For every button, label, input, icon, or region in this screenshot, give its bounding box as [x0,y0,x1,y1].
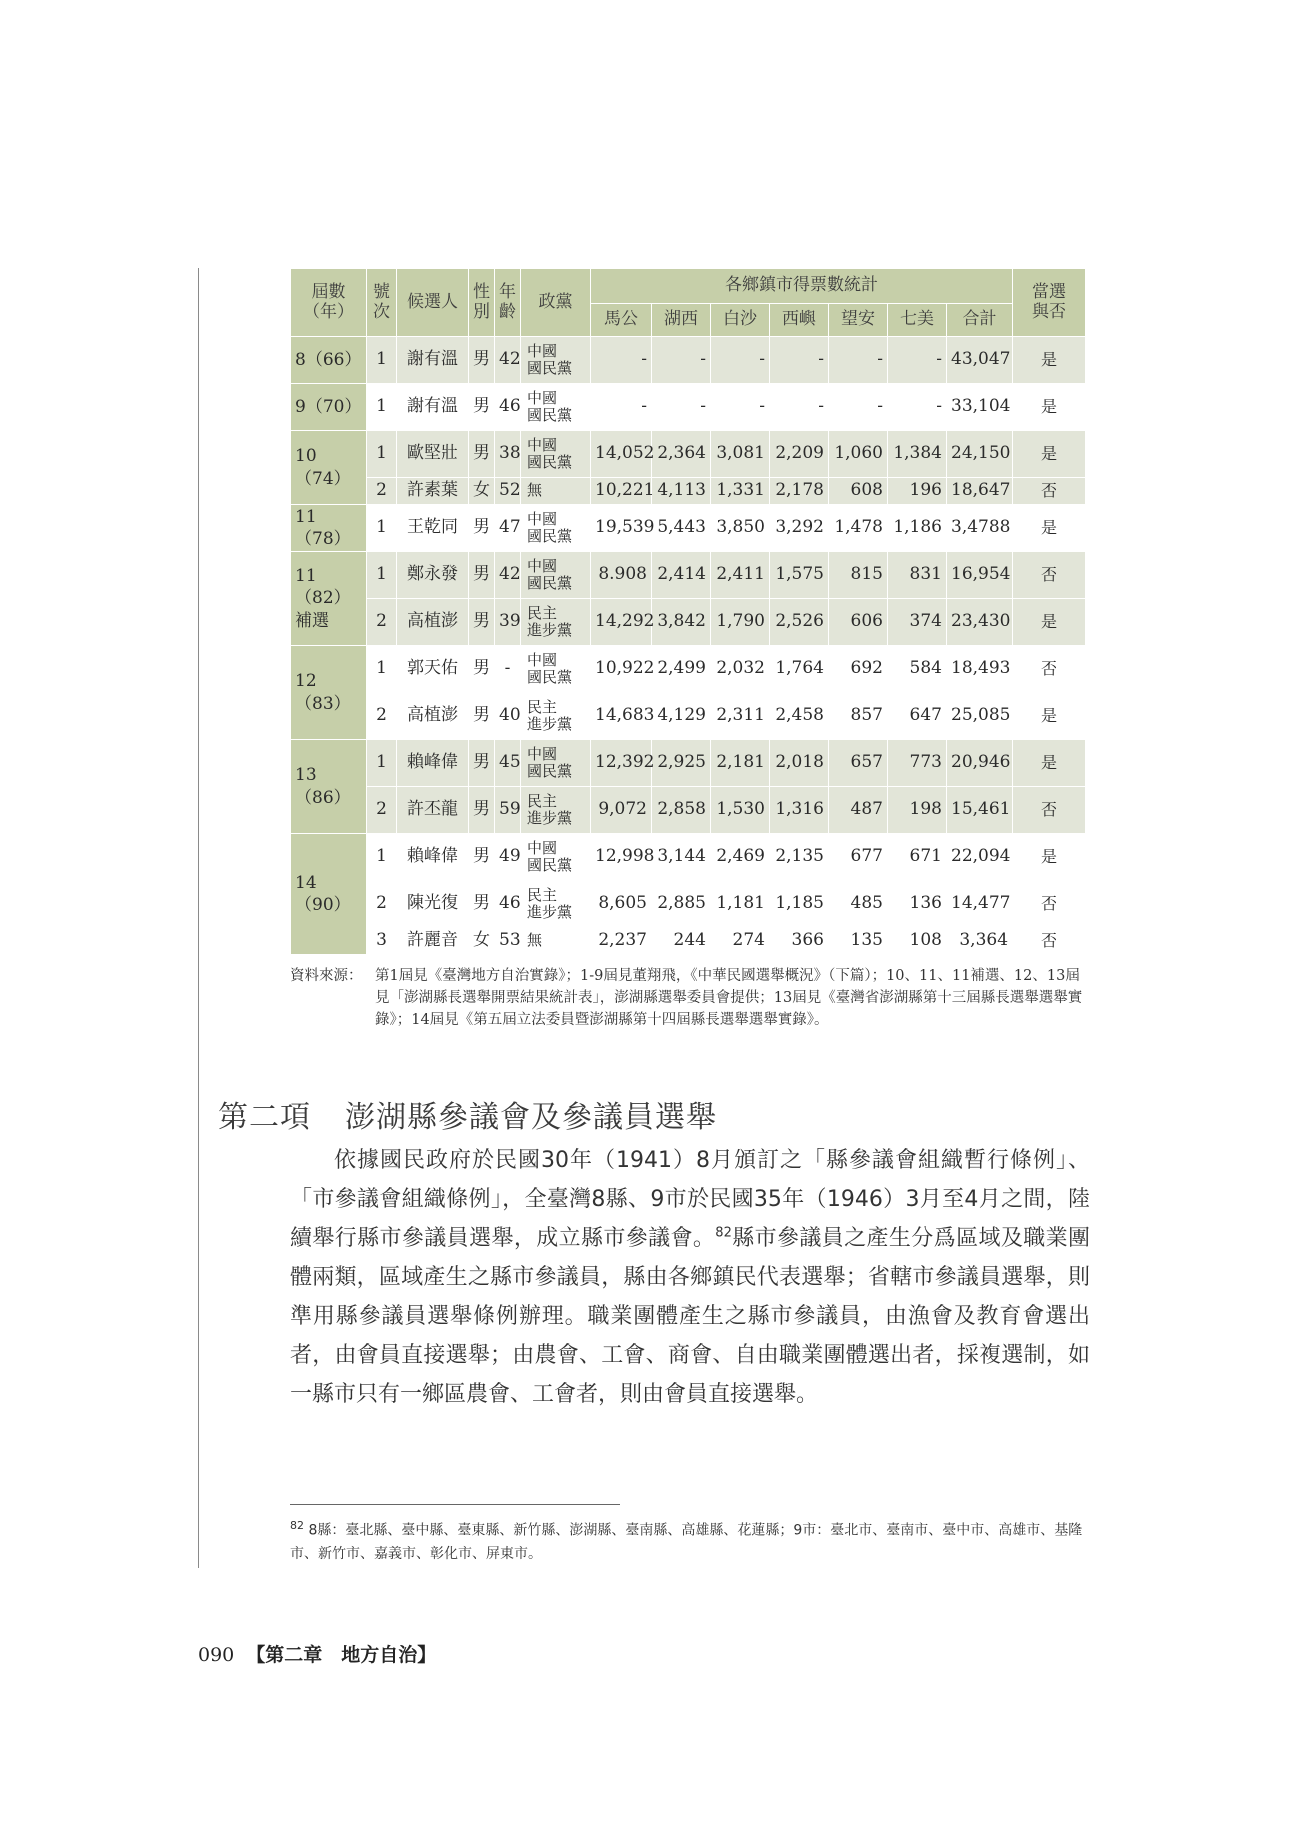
vote-total-cell: 14,477 [947,881,1013,928]
table-row [291,478,1086,505]
vote-cell: 14,683 [591,693,652,740]
vote-cell: 2,364 [652,431,711,478]
gender-cell: 男 [469,740,495,787]
elected-cell: 是 [1013,431,1086,478]
table-row [291,740,1086,787]
candidate-cell: 謝有溫 [397,384,469,431]
vote-cell: 9,072 [591,787,652,834]
vote-cell: - [711,337,770,384]
vote-cell: - [888,384,947,431]
vote-cell: 2,178 [770,478,829,505]
vote-cell: 10,221 [591,478,652,505]
header-gender: 性 別 [469,269,495,337]
vote-cell: 14,292 [591,599,652,646]
number-cell: 1 [367,834,397,881]
vote-cell: 374 [888,599,947,646]
vote-total-cell: 43,047 [947,337,1013,384]
vote-total-cell: 20,946 [947,740,1013,787]
session-cell: 12（83） [291,646,367,740]
session-cell: 9（70） [291,384,367,431]
candidate-cell: 賴峰偉 [397,740,469,787]
age-cell: 39 [495,599,521,646]
election-results-table [290,268,1086,955]
vote-cell: 196 [888,478,947,505]
body-paragraph [290,1141,1090,1414]
vote-cell: 831 [888,552,947,599]
party-cell: 中國 國民黨 [521,505,591,552]
age-cell: 40 [495,693,521,740]
vote-total-cell: 18,647 [947,478,1013,505]
vote-cell: 2,858 [652,787,711,834]
vote-cell: 815 [829,552,888,599]
vote-cell: 274 [711,928,770,955]
gender-cell: 女 [469,928,495,955]
vote-cell: - [711,384,770,431]
vote-cell: 14,052 [591,431,652,478]
vote-cell: 2,925 [652,740,711,787]
vote-cell: 485 [829,881,888,928]
vote-cell: - [829,384,888,431]
gender-cell: 男 [469,646,495,693]
age-cell: 38 [495,431,521,478]
vote-total-cell: 18,493 [947,646,1013,693]
header-session: 屆數 （年） [291,269,367,337]
elected-cell: 否 [1013,787,1086,834]
table-row [291,599,1086,646]
footnote [290,1514,1090,1566]
gender-cell: 男 [469,834,495,881]
footnote-ref: 82 [715,1225,732,1241]
table-row [291,552,1086,599]
elected-cell: 否 [1013,881,1086,928]
vote-cell: 19,539 [591,505,652,552]
vote-cell: 2,499 [652,646,711,693]
age-cell: 47 [495,505,521,552]
number-cell: 1 [367,431,397,478]
session-cell: 11（82） 補選 [291,552,367,646]
source-text: 第1屆見《臺灣地方自治實錄》；1-9屆見董翔飛，《中華民國選舉概況》（下篇）；10、11、11補選、12、13屆見「澎湖縣長選舉開票結果統計表」，澎湖縣選舉委員會提供；13屆見《臺灣省澎湖縣第十三屆縣長選舉選舉實錄》；14屆見《第五屆立法委員暨澎湖縣第十四屆縣長選舉選舉實錄》。 [375,968,1083,1028]
elected-cell: 是 [1013,384,1086,431]
vote-cell: 2,311 [711,693,770,740]
vote-cell: 1,790 [711,599,770,646]
vote-cell: 647 [888,693,947,740]
gender-cell: 男 [469,337,495,384]
vote-cell: 608 [829,478,888,505]
vote-cell: 12,392 [591,740,652,787]
vote-cell: 4,113 [652,478,711,505]
gender-cell: 男 [469,599,495,646]
gender-cell: 男 [469,787,495,834]
age-cell: 42 [495,552,521,599]
elected-cell: 是 [1013,337,1086,384]
vote-cell: - [591,337,652,384]
party-cell: 中國 國民黨 [521,431,591,478]
number-cell: 2 [367,599,397,646]
session-cell: 11（78） [291,505,367,552]
candidate-cell: 謝有溫 [397,337,469,384]
vote-cell: 1,575 [770,552,829,599]
vote-cell: 2,885 [652,881,711,928]
vote-cell: 657 [829,740,888,787]
number-cell: 3 [367,928,397,955]
vote-cell: 3,292 [770,505,829,552]
header-elected: 當選 與否 [1013,269,1086,337]
vote-total-cell: 15,461 [947,787,1013,834]
session-cell: 10（74） [291,431,367,505]
session-cell: 13（86） [291,740,367,834]
candidate-cell: 鄭永發 [397,552,469,599]
age-cell: 53 [495,928,521,955]
party-cell: 民主 進步黨 [521,693,591,740]
session-cell: 8（66） [291,337,367,384]
vote-total-cell: 22,094 [947,834,1013,881]
vote-cell: 8,605 [591,881,652,928]
vote-cell: 2,135 [770,834,829,881]
vote-cell: 3,144 [652,834,711,881]
number-cell: 2 [367,787,397,834]
gender-cell: 男 [469,693,495,740]
session-cell: 14（90） [291,834,367,955]
vote-cell: - [770,384,829,431]
margin-rule [198,268,199,1568]
body-text-part2: 縣市參議員之產生分爲區域及職業團體兩類，區域產生之縣市參議員，縣由各鄉鎮民代表選舉；省轄市參議員選舉，則準用縣參議員選舉條例辦理。職業團體產生之縣市參議員，由漁會及教育會選出者，由會員直接選舉；由農會、工會、商會、自由職業團體選出者，採複選制，如一縣市只有一鄉區農會、工會者，則由會員直接選舉。 [290,1226,1090,1407]
table-row [291,834,1086,881]
table-row [291,787,1086,834]
vote-cell: 857 [829,693,888,740]
party-cell: 中國 國民黨 [521,337,591,384]
table-row [291,505,1086,552]
elected-cell: 是 [1013,505,1086,552]
vote-cell: 1,060 [829,431,888,478]
header-town: 望安 [829,304,888,337]
vote-cell: 1,185 [770,881,829,928]
elected-cell: 否 [1013,552,1086,599]
table-row [291,337,1086,384]
vote-cell: 244 [652,928,711,955]
candidate-cell: 郭天佑 [397,646,469,693]
table-row [291,881,1086,928]
vote-cell: 2,411 [711,552,770,599]
vote-cell: - [652,337,711,384]
vote-cell: 2,018 [770,740,829,787]
vote-cell: 671 [888,834,947,881]
header-town: 湖西 [652,304,711,337]
header-town: 西嶼 [770,304,829,337]
elected-cell: 否 [1013,928,1086,955]
vote-cell: - [888,337,947,384]
candidate-cell: 許麗音 [397,928,469,955]
header-town: 七美 [888,304,947,337]
party-cell: 中國 國民黨 [521,552,591,599]
elected-cell: 是 [1013,599,1086,646]
table-row [291,431,1086,478]
footnote-text: 8縣：臺北縣、臺中縣、臺東縣、新竹縣、澎湖縣、臺南縣、高雄縣、花蓮縣；9市：臺北市、臺南市、臺中市、高雄市、基隆市、新竹市、嘉義市、彰化市、屏東市。 [290,1522,1083,1562]
header-age: 年 齡 [495,269,521,337]
vote-cell: 3,081 [711,431,770,478]
candidate-cell: 高植澎 [397,693,469,740]
source-label: 資料來源： [290,968,363,984]
vote-cell: 1,764 [770,646,829,693]
age-cell: 49 [495,834,521,881]
gender-cell: 男 [469,552,495,599]
number-cell: 1 [367,384,397,431]
table-row [291,693,1086,740]
number-cell: 2 [367,693,397,740]
header-town: 白沙 [711,304,770,337]
section-heading [218,1092,717,1136]
vote-cell: 692 [829,646,888,693]
header-votes-group: 各鄉鎮市得票數統計 [591,269,1013,304]
party-cell: 無 [521,928,591,955]
age-cell: 52 [495,478,521,505]
gender-cell: 男 [469,384,495,431]
header-row [291,269,1086,304]
vote-cell: 10,922 [591,646,652,693]
candidate-cell: 王乾同 [397,505,469,552]
vote-cell: 136 [888,881,947,928]
party-cell: 中國 國民黨 [521,384,591,431]
elected-cell: 否 [1013,646,1086,693]
source-note [290,965,1090,1031]
header-town: 馬公 [591,304,652,337]
party-cell: 中國 國民黨 [521,834,591,881]
vote-cell: 198 [888,787,947,834]
elected-cell: 是 [1013,740,1086,787]
vote-cell: 584 [888,646,947,693]
elected-cell: 是 [1013,834,1086,881]
gender-cell: 男 [469,505,495,552]
vote-cell: - [591,384,652,431]
vote-cell: 12,998 [591,834,652,881]
section-number: 第二項 [218,1100,311,1135]
vote-cell: 108 [888,928,947,955]
candidate-cell: 許丕龍 [397,787,469,834]
vote-cell: 487 [829,787,888,834]
vote-total-cell: 16,954 [947,552,1013,599]
party-cell: 民主 進步黨 [521,599,591,646]
vote-cell: 2,181 [711,740,770,787]
age-cell: 59 [495,787,521,834]
elected-cell: 否 [1013,478,1086,505]
header-number: 號 次 [367,269,397,337]
party-cell: 民主 進步黨 [521,787,591,834]
age-cell: 46 [495,881,521,928]
vote-cell: 3,850 [711,505,770,552]
vote-cell: 2,032 [711,646,770,693]
vote-cell: 1,478 [829,505,888,552]
header-candidate: 候選人 [397,269,469,337]
header-party: 政黨 [521,269,591,337]
vote-total-cell: 23,430 [947,599,1013,646]
vote-cell: 2,209 [770,431,829,478]
table-row [291,928,1086,955]
elected-cell: 是 [1013,693,1086,740]
vote-total-cell: 33,104 [947,384,1013,431]
election-results-table-wrapper [290,268,1085,955]
gender-cell: 男 [469,881,495,928]
vote-cell: 1,181 [711,881,770,928]
vote-cell: 1,331 [711,478,770,505]
party-cell: 中國 國民黨 [521,740,591,787]
vote-cell: 135 [829,928,888,955]
vote-cell: 5,443 [652,505,711,552]
gender-cell: 女 [469,478,495,505]
table-row [291,384,1086,431]
vote-cell: - [652,384,711,431]
number-cell: 1 [367,505,397,552]
vote-cell: 2,414 [652,552,711,599]
vote-cell: 366 [770,928,829,955]
number-cell: 1 [367,337,397,384]
vote-total-cell: 25,085 [947,693,1013,740]
number-cell: 2 [367,881,397,928]
candidate-cell: 賴峰偉 [397,834,469,881]
gender-cell: 男 [469,431,495,478]
candidate-cell: 歐堅壯 [397,431,469,478]
age-cell: 46 [495,384,521,431]
page-number: 090 [198,1644,235,1666]
vote-cell: 1,186 [888,505,947,552]
header-town-total: 合計 [947,304,1013,337]
vote-cell: 1,384 [888,431,947,478]
vote-cell: - [770,337,829,384]
vote-cell: 1,530 [711,787,770,834]
number-cell: 1 [367,552,397,599]
number-cell: 2 [367,478,397,505]
vote-cell: 2,526 [770,599,829,646]
vote-cell: 4,129 [652,693,711,740]
chapter-title: 【第二章 地方自治】 [246,1644,437,1666]
vote-cell: - [829,337,888,384]
vote-total-cell: 24,150 [947,431,1013,478]
vote-total-cell: 3,4788 [947,505,1013,552]
vote-cell: 2,458 [770,693,829,740]
table-body [291,337,1086,955]
vote-cell: 8.908 [591,552,652,599]
vote-cell: 773 [888,740,947,787]
vote-cell: 606 [829,599,888,646]
footnote-number: 82 [290,1519,304,1532]
age-cell: 42 [495,337,521,384]
vote-total-cell: 3,364 [947,928,1013,955]
vote-cell: 3,842 [652,599,711,646]
party-cell: 民主 進步黨 [521,881,591,928]
party-cell: 中國 國民黨 [521,646,591,693]
table-row [291,646,1086,693]
party-cell: 無 [521,478,591,505]
vote-cell: 2,469 [711,834,770,881]
section-title: 澎湖縣參議會及參議員選舉 [345,1100,717,1135]
age-cell: - [495,646,521,693]
footnote-divider [290,1504,620,1505]
candidate-cell: 許素葉 [397,478,469,505]
page-footer [198,1640,436,1667]
number-cell: 1 [367,740,397,787]
number-cell: 1 [367,646,397,693]
body-text-part1: 依據國民政府於民國30年（1941）8月頒訂之「縣參議會組織暫行條例」、「市參議會組織條例」，全臺灣8縣、9市於民國35年（1946）3月至4月之間，陸續舉行縣市參議員選舉，成立縣市參議會。 [290,1148,1090,1251]
vote-cell: 2,237 [591,928,652,955]
age-cell: 45 [495,740,521,787]
candidate-cell: 陳光復 [397,881,469,928]
vote-cell: 1,316 [770,787,829,834]
vote-cell: 677 [829,834,888,881]
candidate-cell: 高植澎 [397,599,469,646]
